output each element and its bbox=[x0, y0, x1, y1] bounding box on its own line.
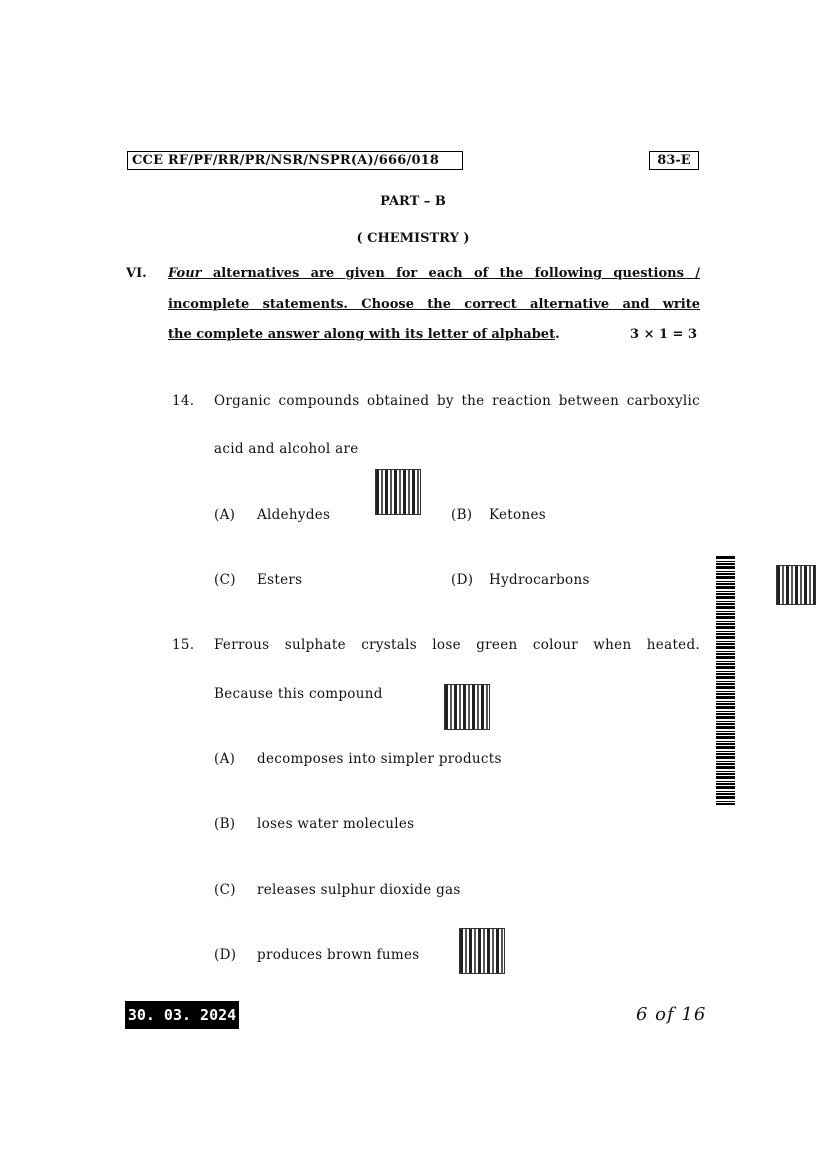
q14-option-b-letter: (B) bbox=[451, 507, 473, 523]
qr-code-icon bbox=[375, 469, 421, 515]
q15-option-d-letter: (D) bbox=[214, 947, 237, 963]
q14-option-a-letter: (A) bbox=[214, 507, 236, 523]
q14-option-c-text: Esters bbox=[257, 572, 303, 588]
qr-code-icon bbox=[444, 684, 490, 730]
q14-option-b-text: Ketones bbox=[489, 507, 546, 523]
instruction-end: . bbox=[555, 327, 560, 342]
q15-option-a-letter: (A) bbox=[214, 751, 236, 767]
instruction-line-1-text: alternatives are given for each of the following questions / bbox=[201, 266, 700, 281]
part-title: PART – B bbox=[380, 194, 446, 209]
section-marks: 3 × 1 = 3 bbox=[630, 327, 698, 342]
instruction-line-3 bbox=[168, 327, 560, 342]
subject-title: ( CHEMISTRY ) bbox=[356, 231, 470, 246]
page-number: 6 of 16 bbox=[636, 1004, 707, 1025]
q14-option-d-text: Hydrocarbons bbox=[489, 572, 590, 588]
barcode-icon bbox=[716, 555, 735, 805]
instruction-line-2: incomplete statements. Choose the correct alternative and write bbox=[168, 297, 700, 312]
q15-option-c-text: releases sulphur dioxide gas bbox=[257, 882, 461, 898]
question-14-line-2: acid and alcohol are bbox=[214, 441, 359, 457]
exam-code: CCE RF/PF/RR/PR/NSR/NSPR(A)/666/018 bbox=[127, 151, 463, 170]
qr-code-icon bbox=[776, 565, 816, 605]
qr-code-icon bbox=[459, 928, 505, 974]
q15-option-a-text: decomposes into simpler products bbox=[257, 751, 502, 767]
q14-option-d-letter: (D) bbox=[451, 572, 474, 588]
q14-option-a-text: Aldehydes bbox=[257, 507, 331, 523]
question-15-line-2: Because this compound bbox=[214, 686, 383, 702]
section-number: VI. bbox=[126, 266, 147, 281]
instruction-line-1 bbox=[168, 266, 700, 281]
question-15-number: 15. bbox=[172, 637, 195, 653]
instruction-line-3-text: the complete answer along with its letter of alphabet bbox=[168, 327, 556, 342]
question-14-number: 14. bbox=[172, 393, 195, 409]
q15-option-c-letter: (C) bbox=[214, 882, 236, 898]
question-15-line-1: Ferrous sulphate crystals lose green colour when heated. bbox=[214, 637, 700, 653]
q15-option-b-letter: (B) bbox=[214, 816, 236, 832]
q14-option-c-letter: (C) bbox=[214, 572, 236, 588]
question-14-line-1: Organic compounds obtained by the reaction between carboxylic bbox=[214, 393, 700, 409]
q15-option-b-text: loses water molecules bbox=[257, 816, 415, 832]
paper-code: 83-E bbox=[649, 151, 699, 170]
q15-option-d-text: produces brown fumes bbox=[257, 947, 420, 963]
instruction-italic: Four bbox=[168, 266, 202, 281]
exam-date: 30. 03. 2024 bbox=[125, 1001, 239, 1029]
